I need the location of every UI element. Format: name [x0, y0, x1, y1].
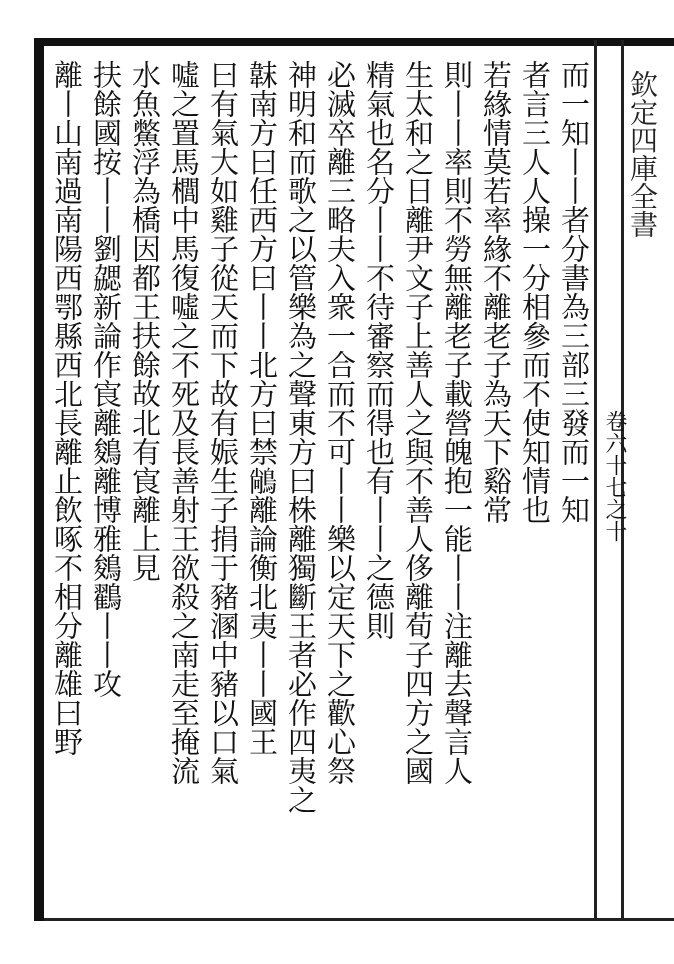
text-column-13: 扶餘國按丨丨劉勰新論作㝗離鵕離博雅鵕鸐丨丨攻	[89, 60, 123, 698]
text-column-4: 則丨丨率則不勞無離老子載營魄抱一能丨丨注離去聲言人	[440, 60, 474, 785]
text-column-11: 噓之置馬櫚中馬復噓之不死及長善射王欲殺之南走至掩流	[167, 60, 201, 785]
margin-divider	[594, 40, 597, 920]
text-column-8: 神明和而歌之以管樂為之聲東方曰株離獨斷王者必作四夷之	[284, 60, 318, 814]
text-column-7: 必滅卒離三略夫入衆一合而不可丨丨樂以定天下之歡心祭	[323, 60, 357, 785]
text-column-12: 水魚鱉浮為橋因都王扶餘故北有㝗離上見	[128, 60, 162, 582]
text-column-1: 而一知丨丨者分書為三部三發而一知	[557, 60, 591, 524]
book-title: 欽定四庫全書	[626, 70, 659, 238]
juan-label: 卷六十七之十	[602, 410, 627, 542]
text-column-3: 若緣情莫若率緣不離老子為天下谿常	[479, 60, 513, 524]
text-column-14: 離丨山南過南陽西鄂縣西北長離止飲啄不相分離雄曰野	[50, 60, 84, 756]
page-border-top	[34, 38, 674, 46]
text-column-6: 精氣也名分丨丨不待審察而得也有丨丨之德則	[362, 60, 396, 640]
text-column-5: 生太和之日離尹文子上善人之與不善人侈離荀子四方之國	[401, 60, 435, 785]
page-border-left	[34, 38, 44, 921]
text-column-2: 者言三人人操一分相參而不使知情也	[518, 60, 552, 524]
text-column-9: 韎南方曰任西方曰丨丨北方曰禁𪁺離論衡北夷丨丨國王	[245, 60, 279, 756]
text-column-10: 曰有氣大如雞子從天而下故有娠生子捐于豬溷中豬以口氣	[206, 60, 240, 785]
page-border-bottom	[34, 918, 674, 921]
